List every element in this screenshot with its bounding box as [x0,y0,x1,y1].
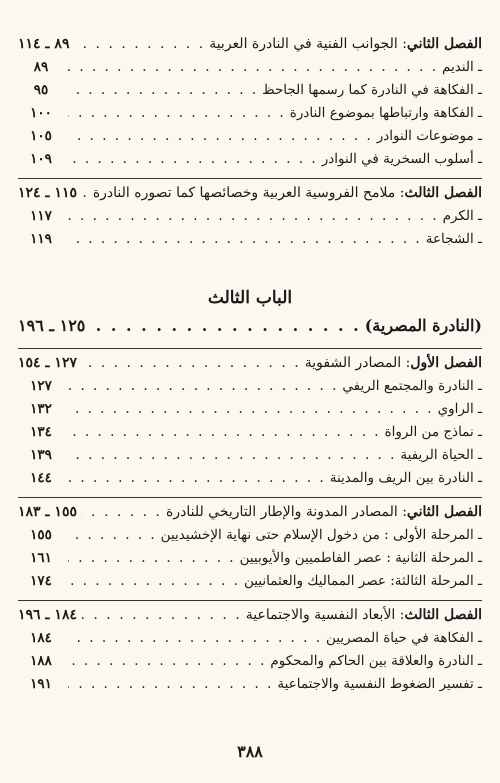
chapter-pages: ١٥٥ ـ ١٨٣ [18,504,77,520]
toc-item-label: ـ موضوعات النوادر [376,128,482,144]
chapter-title: : ملامح الفروسية العربية وخصائصها كما تصوره النادرة [92,185,405,201]
divider [18,600,482,601]
toc-item-label: ـ الفكاهة في حياة المصريين [326,630,482,646]
chapter-pages: ٨٩ ـ ١١٤ [18,36,70,52]
toc-item-page: ١٣٤ [30,424,52,440]
chapter-row [18,607,482,630]
toc-item-page: ١٠٠ [30,105,52,121]
leader-dots [68,447,396,463]
toc-item-page: ١١٩ [30,231,52,247]
toc-item [18,82,482,105]
toc-item [18,630,482,653]
chapter-title: : الجوانب الفنية في النادرة العربية [209,36,407,52]
toc-item-label: ـ المرحلة الثالثة: عصر المماليك والعثمانيين [243,573,482,589]
leader-dots [68,573,240,589]
leader-dots [73,36,205,52]
leader-dots [68,653,266,669]
toc-item-label: ـ الحياة الريفية [400,447,482,463]
toc-item [18,573,482,596]
toc-item [18,151,482,174]
toc-item-page: ١٩١ [30,676,52,692]
part-subtitle: (النادرة المصرية) [364,316,482,335]
leader-dots [89,316,360,335]
toc-item [18,424,482,447]
toc-item-label: ـ المرحلة الأولى : من دخول الإسلام حتى نهاية الإخشيديين [160,527,482,543]
part-title: الباب الثالث [207,288,293,308]
leader-dots [68,378,338,394]
toc-item [18,401,482,424]
toc-item [18,676,482,699]
chapter-pages: ١١٥ ـ ١٢٤ [18,185,77,201]
toc-item-label: ـ النديم [441,59,482,75]
toc-item-label: ـ تفسير الضغوط النفسية والاجتماعية [277,676,482,692]
toc-item [18,378,482,401]
leader-dots [81,185,89,201]
divider [18,497,482,498]
toc-item-page: ١٠٩ [30,151,52,167]
toc-item-label: ـ النادرة والعلاقة بين الحاكم والمحكوم [270,653,482,669]
toc-item-label: ـ النادرة بين الريف والمدينة [329,470,482,486]
chapter-head: الفصل الثاني [406,36,482,52]
chapter-head: الفصل الثالث [404,607,482,623]
divider [18,178,482,179]
toc-item-label: ـ الفكاهة في النادرة كما رسمها الجاحظ [262,82,482,98]
toc-item-page: ١٦١ [30,550,52,566]
chapter-title: : المصادر المدونة والإطار التاريخي للنادرة [166,504,407,520]
part-row [18,316,482,344]
toc-item-page: ١٨٤ [30,630,52,646]
leader-dots [68,470,326,486]
chapter-row [18,36,482,59]
leader-dots [68,151,318,167]
leader-dots [68,550,236,566]
toc-item [18,527,482,550]
chapter-row [18,504,482,527]
chapter-head: الفصل الأول [410,355,482,371]
toc-item [18,128,482,151]
chapter-row [18,185,482,208]
leader-dots [68,59,438,75]
chapter-head: الفصل الثاني [406,504,482,520]
toc-item [18,447,482,470]
toc-item-label: ـ الفكاهة وارتباطها بموضوع النادرة [289,105,482,121]
leader-dots [68,401,434,417]
toc-item-page: ١٣٩ [30,447,52,463]
toc-item [18,105,482,128]
table-of-contents [18,36,482,699]
leader-dots [68,82,258,98]
leader-dots [68,105,286,121]
leader-dots [81,504,162,520]
chapter-title: : الأبعاد النفسية والاجتماعية [245,607,405,623]
toc-item-page: ١٣٢ [30,401,52,417]
toc-item-page: ٩٥ [33,82,49,98]
leader-dots [68,527,157,543]
toc-item-label: ـ الراوي [437,401,482,417]
toc-item-label: ـ الكرم [442,208,482,224]
chapter-pages: ١٨٤ ـ ١٩٦ [18,607,77,623]
toc-item-label: ـ المرحلة الثانية : عصر الفاطميين والأيوبيين [239,550,482,566]
chapter-head: الفصل الثالث [404,185,482,201]
toc-item-label: ـ النادرة والمجتمع الريفي [342,378,482,394]
leader-dots [68,231,422,247]
toc-item-page: ١٠٥ [30,128,52,144]
toc-item-page: ١٥٥ [30,527,52,543]
leader-dots [68,676,273,692]
toc-item-label: ـ نماذج من الرواة [384,424,482,440]
toc-item-label: ـ أسلوب السخرية في النوادر [321,151,482,167]
page-number: ٣٨٨ [237,742,263,761]
toc-item [18,208,482,231]
toc-item [18,231,482,254]
part-pages: ١٢٥ ـ ١٩٦ [18,316,86,335]
chapter-pages: ١٢٧ ـ ١٥٤ [18,355,77,371]
leader-dots [68,424,381,440]
toc-item [18,59,482,82]
toc-item [18,470,482,493]
toc-item-label: ـ الشجاعة [425,231,482,247]
toc-item-page: ١٧٤ [30,573,52,589]
toc-item-page: ١٢٧ [30,378,52,394]
toc-item [18,653,482,676]
leader-dots [81,607,242,623]
chapter-title: : المصادر الشفوية [304,355,411,371]
leader-dots [68,630,322,646]
divider [18,348,482,349]
toc-item-page: ٨٩ [33,59,49,75]
leader-dots [81,355,301,371]
leader-dots [68,208,439,224]
chapter-row [18,355,482,378]
leader-dots [68,128,373,144]
toc-item [18,550,482,573]
toc-item-page: ١٤٤ [30,470,52,486]
toc-item-page: ١٨٨ [30,653,52,669]
toc-item-page: ١١٧ [30,208,52,224]
